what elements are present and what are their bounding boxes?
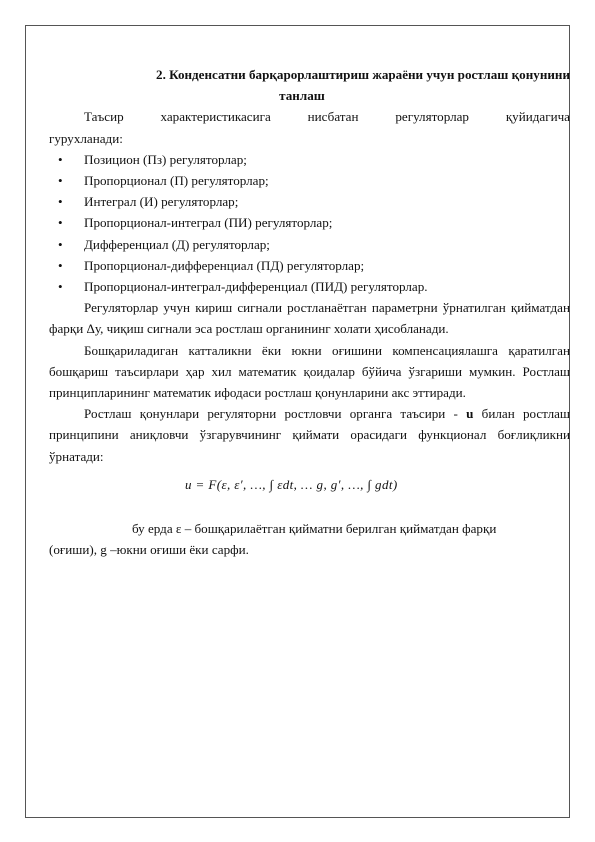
control-law-formula: u = F(ε, ε′, …, ∫ εdt, … g, g′, …, ∫ gdt) — [185, 476, 398, 492]
formula-explanation — [49, 518, 570, 560]
regulator-types-list — [49, 149, 570, 297]
paragraph-control-laws: Ростлаш қонунлари регуляторни ростловчи органга таъсири - u билан ростлаш принципини аниқловчи ўзгарувчининг қиймати орасидаги функционал боғлиқликни ўрнатади: — [49, 406, 571, 464]
intro-line-end: гурухланади: — [49, 130, 123, 146]
paragraph-control-actions: Бошқариладиган катталикни ёки юкни оғишини компенсациялашга қаратилган бошқариш таъсирлари ҳар хил математик қоидалар бўйича ўзгариши мумкин. Ростлаш принципларининг математик ифодаси ростлаш қонунларини акс эттиради. — [49, 342, 570, 401]
bullet-icon: • — [58, 151, 63, 167]
bullet-icon: • — [58, 257, 63, 273]
section-title — [84, 64, 570, 106]
intro-line: Таъсир характеристикасига нисбатан регуляторлар қуйидагича — [84, 109, 570, 125]
list-item: • Пропорционал (П) регуляторлар; — [49, 170, 570, 191]
list-item: • Интеграл (И) регуляторлар; — [49, 191, 570, 212]
document-content — [49, 64, 571, 560]
bullet-icon: • — [58, 236, 63, 252]
explanation-line1: бу ерда ε – бошқарилаётган қийматни берилган қийматдан фарқи — [132, 520, 497, 536]
explanation-line2: (оғиши), g –юкни оғиши ёки сарфи. — [49, 542, 249, 558]
list-item: • Дифференциал (Д) регуляторлар; — [49, 234, 570, 255]
bullet-icon: • — [58, 173, 63, 189]
bullet-icon: • — [58, 215, 63, 231]
section-title-line2: танлаш — [279, 88, 325, 104]
paragraph-input-signal: Регуляторлар учун кириш сигнали ростланаётган параметрни ўрнатилган қийматдан фарқи Δу, чиқиш сигнали эса ростлаш органининг холати ҳисобланади. — [49, 300, 570, 337]
list-item: • Позицион (Пз) регуляторлар; — [49, 149, 570, 170]
list-item: • Пропорционал-интеграл (ПИ) регуляторлар; — [49, 212, 570, 233]
list-item: • Пропорционал-интеграл-дифференциал (ПИД) регуляторлар. — [49, 276, 570, 297]
section-title-line1: 2. Конденсатни барқарорлаштириш жараёни учун ростлаш қонунини — [156, 67, 570, 82]
bullet-icon: • — [58, 279, 63, 295]
bullet-icon: • — [58, 194, 63, 210]
variable-u: u — [466, 406, 474, 422]
list-item: • Пропорционал-дифференциал (ПД) регуляторлар; — [49, 255, 570, 276]
